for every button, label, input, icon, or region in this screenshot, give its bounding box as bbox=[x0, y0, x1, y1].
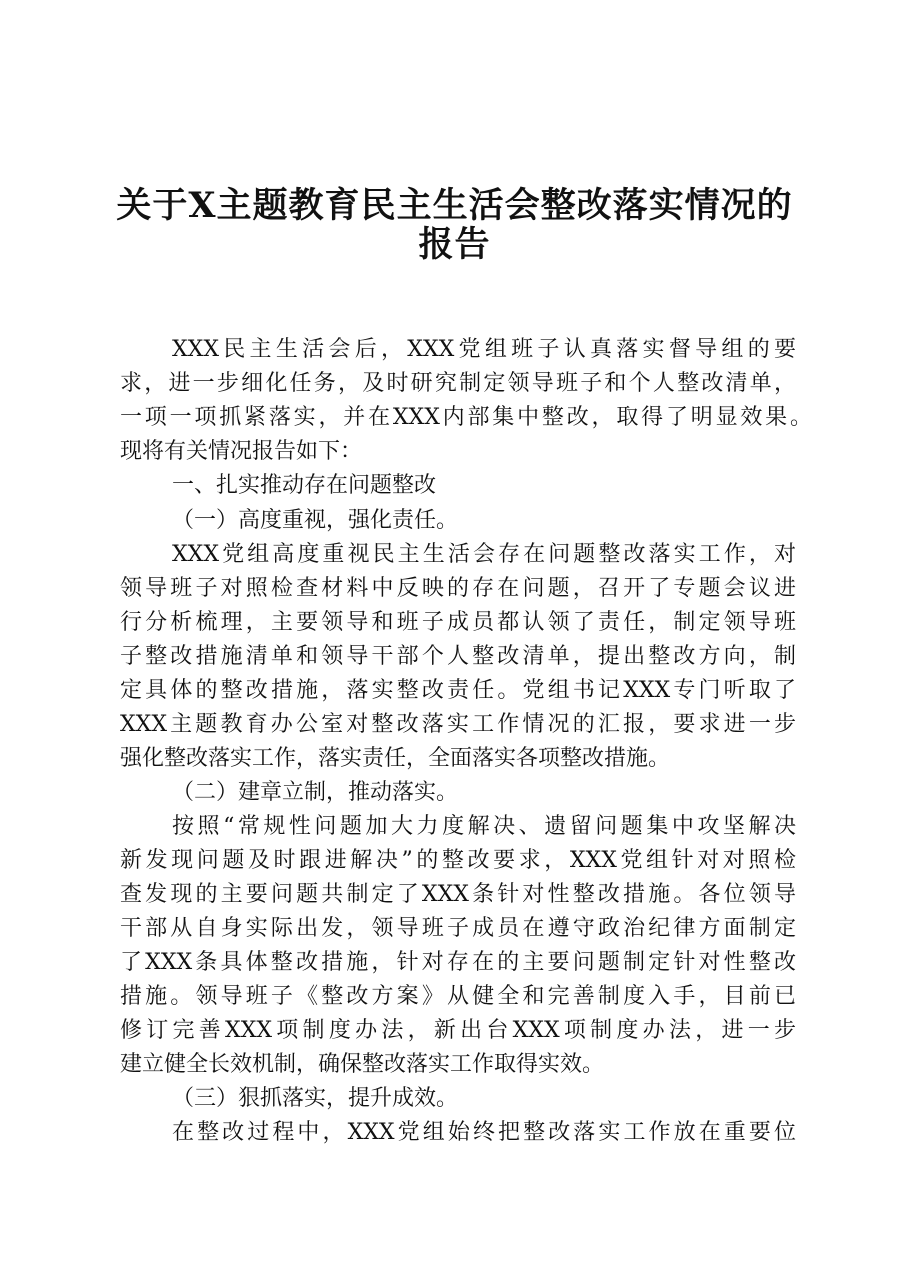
paragraph-line: XXX民主生活会后，XXX党组班子认真落实督导组的要 bbox=[172, 337, 796, 362]
section-heading: 一、扎实推动存在问题整改 bbox=[172, 473, 437, 498]
subsection-heading: （二）建章立制，推动落实。 bbox=[172, 780, 459, 805]
paragraph-line: 了XXX条具体整改措施，针对存在的主要问题制定针对性整改 bbox=[120, 950, 796, 975]
paragraph-line: 修订完善XXX项制度办法，新出台XXX项制度办法，进一步 bbox=[120, 1018, 796, 1043]
paragraph-line: 干部从自身实际出发，领导班子成员在遵守政治纪律方面制定 bbox=[120, 916, 796, 941]
paragraph-line: 措施。领导班子《整改方案》从健全和完善制度入手，目前已 bbox=[120, 984, 796, 1009]
paragraph-line: 查发现的主要问题共制定了XXX条针对性整改措施。各位领导 bbox=[120, 882, 796, 907]
paragraph-line: 强化整改落实工作，落实责任，全面落实各项整改措施。 bbox=[120, 746, 671, 771]
paragraph-line: 现将有关情况报告如下： bbox=[120, 439, 363, 464]
paragraph-line: XXX主题教育办公室对整改落实工作情况的汇报，要求进一步 bbox=[120, 712, 796, 737]
paragraph-line: 领导班子对照检查材料中反映的存在问题，召开了专题会议进 bbox=[120, 576, 796, 601]
paragraph-line: 求，进一步细化任务，及时研究制定领导班子和个人整改清单， bbox=[120, 371, 796, 396]
paragraph-line: 行分析梳理，主要领导和班子成员都认领了责任，制定领导班 bbox=[120, 610, 796, 635]
paragraph-line: 一项一项抓紧落实，并在XXX内部集中整改，取得了明显效果。 bbox=[120, 405, 812, 430]
subsection-heading: （三）狠抓落实，提升成效。 bbox=[172, 1086, 459, 1111]
paragraph-line: XXX党组高度重视民主生活会存在问题整改落实工作，对 bbox=[172, 542, 796, 567]
subsection-heading: （一）高度重视，强化责任。 bbox=[172, 508, 459, 533]
paragraph-line: 新发现问题及时跟进解决”的整改要求，XXX党组针对对照检 bbox=[120, 848, 796, 873]
paragraph-line: 在整改过程中，XXX党组始终把整改落实工作放在重要位 bbox=[172, 1120, 796, 1145]
paragraph-line: 建立健全长效机制，确保整改落实工作取得实效。 bbox=[120, 1052, 605, 1077]
paragraph-line: 定具体的整改措施，落实整改责任。党组书记XXX专门听取了 bbox=[120, 678, 796, 703]
paragraph-line: 按照“常规性问题加大力度解决、遗留问题集中攻坚解决 bbox=[172, 814, 796, 839]
document-title-line-2: 报告 bbox=[418, 224, 491, 265]
paragraph-line: 子整改措施清单和领导干部个人整改清单，提出整改方向，制 bbox=[120, 644, 796, 669]
document-title-line-1: 关于X主题教育民主生活会整改落实情况的 bbox=[116, 185, 793, 226]
